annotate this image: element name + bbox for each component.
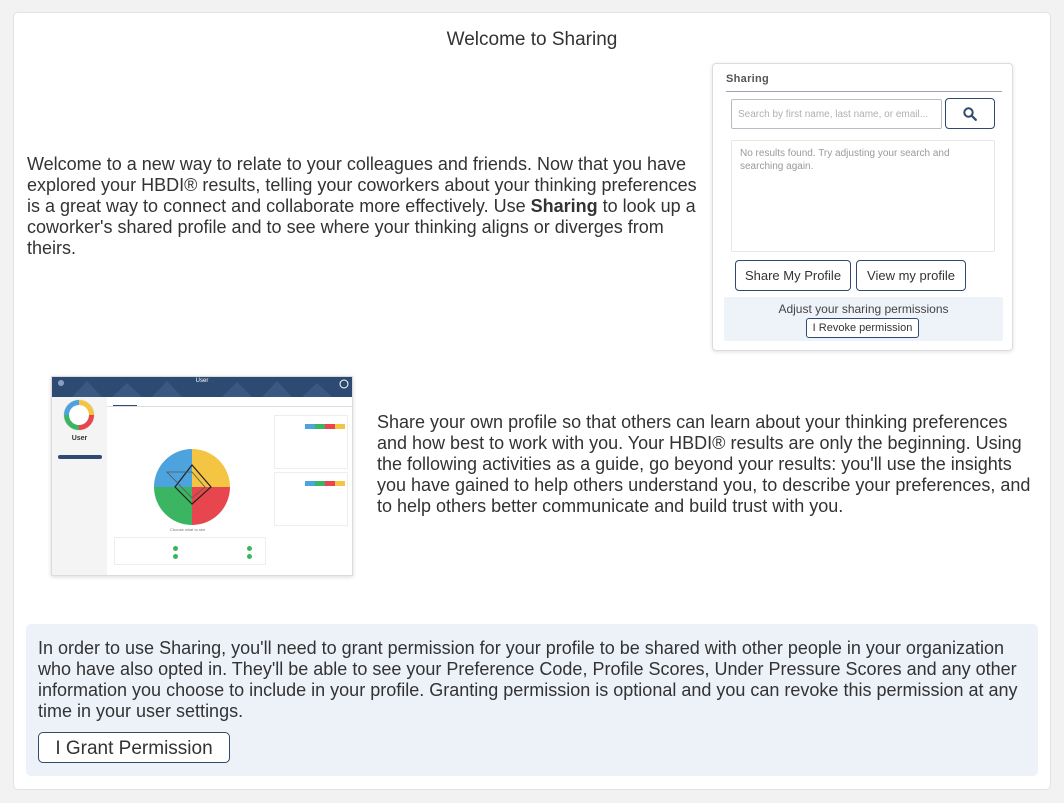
- widget-revoke-button: I Revoke permission: [806, 318, 919, 338]
- preview-header: [52, 377, 352, 397]
- preview-quadrant-chart: [137, 432, 247, 542]
- sharing-widget-preview: [712, 63, 1013, 351]
- intro-text-start: Welcome to a new way to relate to your colleagues and friends. Now that you have explored your HBDI® results, telling your coworkers about your thinking preferences is a great way to connect and collaborate more effectively. Use: [27, 154, 697, 216]
- widget-divider: [726, 91, 1002, 92]
- preview-score-table-user: [274, 415, 348, 469]
- widget-permissions-label: Adjust your sharing permissions: [778, 302, 949, 316]
- preview-header-label: User: [195, 378, 209, 384]
- widget-search-input: Search by first name, last name, or email...: [731, 99, 942, 129]
- grant-permission-button[interactable]: I Grant Permission: [38, 732, 230, 763]
- grant-permission-panel: [26, 624, 1038, 776]
- intro-paragraph: [27, 154, 697, 259]
- widget-title: Sharing: [726, 73, 770, 85]
- preview-tabs: [107, 397, 353, 407]
- widget-permissions-panel: [724, 297, 1003, 341]
- widget-search-button: [945, 98, 995, 129]
- preview-sidebar: [52, 397, 107, 576]
- share-profile-paragraph: Share your own profile so that others can learn about your thinking preferences and how best to work with you. Your HBDI® results are only the beginning. Using the following activities as a guide, go beyond your results: you'll use the insights you have gained to help others understand you, to describe your preferences, and to help others better communicate and build trust with you.: [377, 412, 1031, 516]
- preview-slider: [58, 455, 102, 459]
- intro-sharing-bold: Sharing: [530, 196, 598, 216]
- preview-user-name: User: [71, 435, 88, 442]
- search-icon: [963, 107, 977, 121]
- page-title: Welcome to Sharing: [446, 29, 618, 50]
- preview-legend-table: [114, 537, 266, 565]
- profile-preview-image: [51, 376, 353, 576]
- main-card: [13, 12, 1051, 790]
- widget-results-box: No results found. Try adjusting your search and searching again.: [731, 140, 995, 252]
- intro-text-end: to look up a coworker's shared profile and to see where your thinking aligns or diverges from theirs.: [27, 196, 696, 258]
- preview-score-table-profile: [274, 472, 348, 526]
- widget-share-my-profile-button: Share My Profile: [735, 260, 851, 291]
- widget-view-my-profile-button: View my profile: [856, 260, 966, 291]
- grant-permission-text: In order to use Sharing, you'll need to grant permission for your profile to be shared with other people in your organization who have also opted in. They'll be able to see your Preference Code, Profile Scores, Under Pressure Scores and any other information you choose to include in your profile. Granting permission is optional and you can revoke this permission at any time in your user settings.: [38, 638, 1018, 721]
- preview-chart-caption: Choose what to see: [170, 527, 206, 532]
